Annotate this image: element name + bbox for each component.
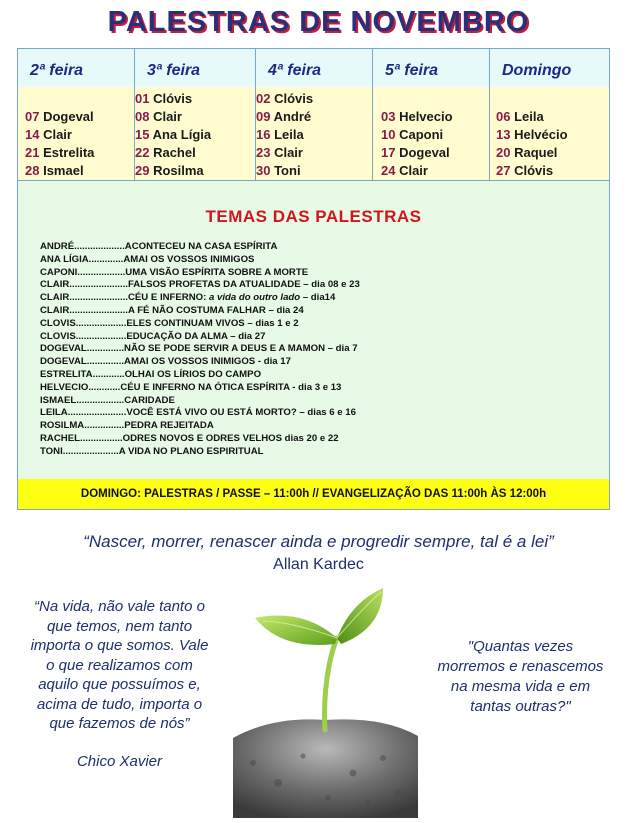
schedule-day-number: 28	[25, 163, 40, 178]
schedule-day-number: 29	[135, 163, 150, 178]
schedule-speaker: Helvécio	[510, 127, 568, 142]
schedule-speaker: Rachel	[149, 145, 196, 160]
schedule-entry	[135, 162, 255, 180]
schedule-day-number: 13	[496, 127, 511, 142]
theme-topic: VOCÊ ESTÁ VIVO OU ESTÁ MORTO? – dias 6 e 16	[126, 407, 356, 419]
schedule-entry	[256, 162, 372, 180]
kardec-quote: “Nascer, morrer, renascer ainda e progredir sempre, tal é a lei”	[83, 532, 554, 551]
theme-row	[40, 241, 360, 254]
theme-topic: CARIDADE	[124, 394, 175, 406]
weekday-column	[135, 87, 256, 180]
weekday-schedule-row	[18, 87, 609, 181]
theme-speaker: ANA LÍGIA.............	[40, 253, 124, 265]
schedule-day-number: 23	[256, 145, 271, 160]
schedule-day-number: 02	[256, 91, 271, 106]
schedule-speaker: Ana Lígia	[149, 127, 212, 142]
weekday-header: Domingo	[502, 62, 572, 79]
quote-line: morremos e renascemos	[437, 658, 604, 675]
schedule-day-number: 07	[25, 109, 40, 124]
quote-line: na mesma vida e em	[450, 678, 591, 695]
schedule-entry	[25, 162, 134, 180]
theme-topic: AMAI OS VOSSOS INIMIGOS	[123, 253, 255, 265]
weekday-column	[490, 87, 609, 180]
weekday-header: 5ª feira	[373, 49, 490, 87]
schedule-entry	[381, 108, 489, 126]
rebirth-quote	[418, 637, 623, 717]
schedule-day-number: 01	[135, 91, 150, 106]
schedule-speaker: Clair	[270, 145, 303, 160]
theme-speaker: CLAIR......................	[40, 304, 128, 316]
schedule-speaker: Helvecio	[395, 109, 453, 124]
schedule-day-number: 21	[25, 145, 40, 160]
theme-row	[40, 407, 360, 420]
schedule-speaker: Clair	[39, 127, 72, 142]
theme-topic: EDUCAÇÃO DA ALMA – dia 27	[126, 330, 266, 342]
schedule-entry	[381, 162, 489, 180]
weekday-header: 3ª feira	[135, 49, 256, 87]
seedling-image	[233, 588, 418, 818]
theme-speaker: CLOVIS...................	[40, 330, 127, 342]
theme-topic: UMA VISÃO ESPÍRITA SOBRE A MORTE	[125, 266, 309, 278]
schedule-entry	[496, 144, 609, 162]
theme-speaker: ISMAEL..................	[40, 394, 125, 406]
theme-row	[40, 331, 360, 344]
theme-topic: AMAI OS VOSSOS INIMIGOS - dia 17	[124, 356, 291, 368]
schedule-speaker: Toni	[270, 163, 301, 178]
schedule-speaker: Leila	[270, 127, 304, 142]
quote-line: importa o que somos. Vale	[30, 637, 209, 654]
schedule-entry	[496, 126, 609, 144]
theme-row	[40, 267, 360, 280]
theme-row	[40, 395, 360, 408]
theme-speaker: CLOVIS...................	[40, 317, 127, 329]
theme-speaker: LEILA......................	[40, 407, 127, 419]
page-title: PALESTRAS DE NOVEMBRO	[107, 6, 530, 38]
chico-xavier-author: Chico Xavier	[76, 753, 163, 770]
quote-line: "Quantas vezes	[467, 638, 574, 655]
schedule-day-number: 03	[381, 109, 396, 124]
weekday-header-row	[18, 49, 609, 88]
quote-line: que temos, nem tanto	[46, 617, 193, 635]
weekday-header: 2ª feira	[18, 49, 135, 87]
quote-line: tantas outras?"	[470, 698, 571, 715]
theme-speaker: CAPONI..................	[40, 266, 126, 278]
schedule-entry	[381, 144, 489, 162]
schedule-entry	[381, 126, 489, 144]
theme-speaker: DOGEVAL..............	[40, 356, 125, 368]
schedule-speaker: Estrelita	[39, 145, 95, 160]
schedule-speaker: Caponi	[395, 127, 444, 142]
schedule-entry	[256, 90, 372, 108]
schedule-entry	[135, 90, 255, 108]
theme-row	[40, 369, 360, 382]
theme-speaker: CLAIR......................	[40, 292, 128, 304]
schedule-speaker: Dogeval	[39, 109, 94, 124]
theme-row	[40, 446, 360, 459]
schedule-entry	[25, 126, 134, 144]
theme-topic: ELES CONTINUAM VIVOS – dias 1 e 2	[126, 317, 299, 329]
theme-row	[40, 356, 360, 369]
theme-topic: NÃO SE PODE SERVIR A DEUS E A MAMON – dia 7	[124, 343, 358, 355]
theme-speaker: ROSILMA...............	[40, 420, 125, 432]
schedule-day-number: 22	[135, 145, 150, 160]
theme-speaker: DOGEVAL..............	[40, 343, 125, 355]
schedule-day-number: 08	[135, 109, 150, 124]
schedule-entry	[135, 144, 255, 162]
schedule-entry	[25, 108, 134, 126]
quote-line: que fazemos de nós”	[49, 715, 190, 732]
theme-speaker: CLAIR......................	[40, 279, 128, 291]
theme-row	[40, 382, 360, 395]
schedule-speaker: Clair	[149, 109, 182, 124]
theme-speaker: TONI.....................	[40, 445, 119, 457]
sunday-schedule-banner: DOMINGO: PALESTRAS / PASSE – 11:00h // EVANGELIZAÇÃO DAS 11:00h ÀS 12:00h	[18, 479, 609, 509]
schedule-day-number: 09	[256, 109, 271, 124]
theme-row	[40, 318, 360, 331]
weekday-column	[373, 87, 490, 180]
schedule-entry	[256, 126, 372, 144]
quote-line: “Na vida, não vale tanto o	[34, 598, 205, 615]
theme-row	[40, 420, 360, 433]
quote-line: o que realizamos com	[46, 656, 193, 674]
schedule-entry	[256, 144, 372, 162]
theme-topic: OLHAI OS LÍRIOS DO CAMPO	[124, 368, 262, 380]
schedule-day-number: 17	[381, 145, 396, 160]
schedule-speaker: Leila	[510, 109, 544, 124]
theme-row	[40, 305, 360, 318]
schedule-speaker: Rosilma	[149, 163, 204, 178]
schedule-speaker: Clóvis	[510, 163, 554, 178]
schedule-day-number: 24	[381, 163, 396, 178]
schedule-entry	[496, 108, 609, 126]
chico-xavier-quote	[12, 597, 227, 734]
weekday-header: 4ª feira	[256, 49, 373, 87]
weekday-column	[18, 87, 135, 180]
theme-row	[40, 343, 360, 356]
themes-list	[40, 241, 360, 459]
schedule-speaker: André	[270, 109, 312, 124]
theme-topic-italic: a vida do outro lado	[208, 292, 301, 304]
schedule-speaker: Clair	[395, 163, 428, 178]
schedule-speaker: Clóvis	[149, 91, 193, 106]
quote-line: acima de tudo, importa o	[36, 695, 203, 713]
quote-line: aquilo que possuímos e,	[38, 676, 201, 693]
theme-speaker: ESTRELITA............	[40, 368, 125, 380]
schedule-day-number: 16	[256, 127, 271, 142]
theme-speaker: HELVECIO............	[40, 381, 121, 393]
themes-section	[18, 181, 609, 479]
kardec-quote-author: Allan Kardec	[273, 556, 364, 573]
theme-row	[40, 254, 360, 267]
schedule-speaker: Dogeval	[395, 145, 450, 160]
schedule-speaker: Clóvis	[270, 91, 314, 106]
schedule-entry	[25, 144, 134, 162]
theme-topic: A FÉ NÃO COSTUMA FALHAR – dia 24	[127, 304, 304, 316]
theme-speaker: RACHEL................	[40, 432, 123, 444]
schedule-day-number: 20	[496, 145, 511, 160]
theme-speaker: ANDRÉ...................	[40, 241, 125, 252]
themes-title: TEMAS DAS PALESTRAS	[205, 207, 422, 226]
schedule-day-number: 15	[135, 127, 150, 142]
schedule-speaker: Ismael	[39, 163, 84, 178]
schedule-day-number: 27	[496, 163, 511, 178]
schedule-entry	[135, 108, 255, 126]
schedule-entry	[256, 108, 372, 126]
theme-row	[40, 292, 360, 305]
schedule-day-number: 14	[25, 127, 40, 142]
schedule-entry	[496, 162, 609, 180]
theme-topic-date: – dia14	[300, 292, 336, 304]
schedule-day-number: 10	[381, 127, 396, 142]
weekday-column	[256, 87, 373, 180]
schedule-entry	[135, 126, 255, 144]
theme-topic: ODRES NOVOS E ODRES VELHOS dias 20 e 22	[122, 432, 339, 444]
theme-row	[40, 433, 360, 446]
schedule-speaker: Raquel	[510, 145, 558, 160]
schedule-board	[17, 48, 610, 510]
theme-topic: CÉU E INFERNO:	[127, 292, 209, 304]
theme-topic: ACONTECEU NA CASA ESPÍRITA	[124, 241, 278, 252]
schedule-day-number: 06	[496, 109, 511, 124]
theme-topic: PEDRA REJEITADA	[124, 420, 214, 432]
theme-topic: FALSOS PROFETAS DA ATUALIDADE – dia 08 e 23	[127, 279, 360, 291]
theme-topic: A VIDA NO PLANO ESPIRITUAL	[118, 445, 264, 457]
theme-row	[40, 279, 360, 292]
schedule-day-number: 30	[256, 163, 271, 178]
theme-topic: CÉU E INFERNO NA ÓTICA ESPÍRITA - dia 3 e 13	[120, 381, 342, 393]
